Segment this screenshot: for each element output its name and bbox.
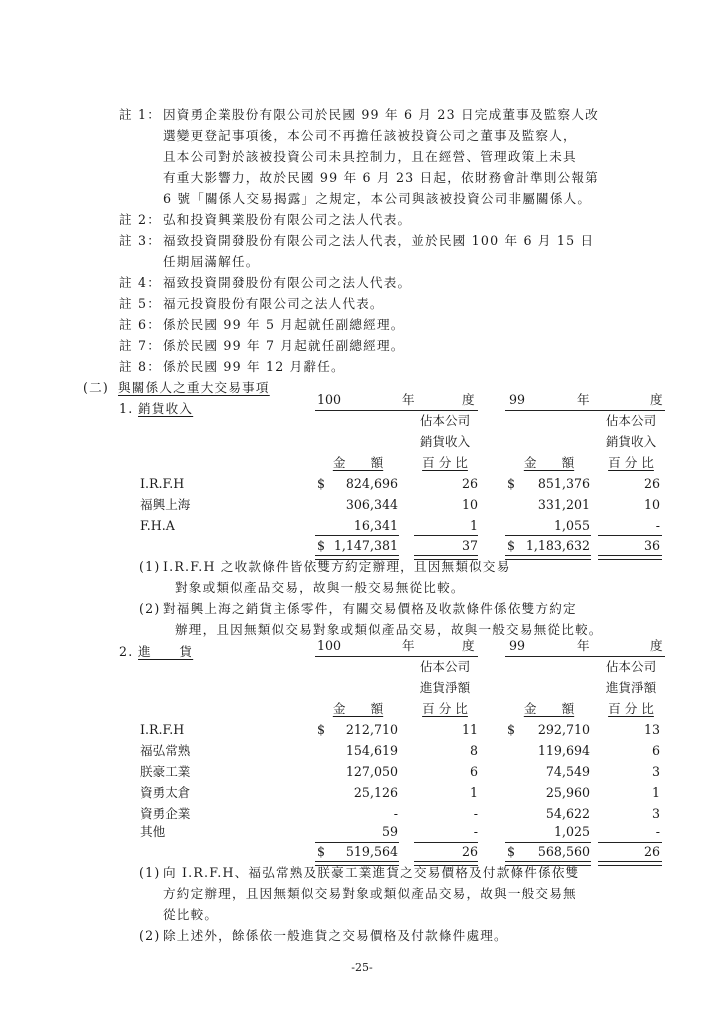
section-prefix: (二): [83, 380, 110, 395]
percent: 6: [469, 764, 478, 779]
percent: -: [655, 824, 660, 839]
year-label: 度: [650, 638, 663, 653]
note-text: 6 號「關係人交易揭露」之規定，本公司與該被投資公司非屬關係人。: [163, 191, 592, 206]
row-name: 福弘常熟: [140, 743, 191, 758]
note-text: 辦理，且因無類似交易對象或類似產品交易，故與一般交易無從比較。: [175, 622, 603, 637]
note-text: 係於民國 99 年 5 月起就任副總經理。: [163, 317, 405, 332]
percent: 6: [651, 743, 660, 758]
amount: 25,126: [353, 785, 398, 800]
amount: 851,376: [537, 476, 590, 491]
note-label: (2): [139, 928, 161, 943]
amount: -: [393, 806, 398, 821]
amount: 292,710: [537, 722, 590, 737]
percent: 26: [643, 476, 660, 491]
note-text: 對福興上海之銷貨主係零件，有關交易價格及收款條件係依雙方約定: [163, 601, 577, 616]
note-label: 註 2：: [119, 212, 162, 227]
subtotal-rule: [315, 535, 399, 536]
subtotal-rule: [505, 842, 591, 843]
column-header: 百 分 比: [422, 455, 468, 470]
amount: 25,960: [545, 785, 590, 800]
column-header: 佔本公司: [419, 413, 471, 428]
subtotal-rule: [414, 842, 478, 843]
subtotal-rule: [505, 535, 591, 536]
row-name: I.R.F.H: [140, 476, 185, 491]
section-title: 與關係人之重大交易事項: [118, 380, 270, 395]
note-label: 註 7：: [119, 338, 162, 353]
column-header: 佔本公司: [605, 659, 657, 674]
total-amount: 1,147,381: [333, 538, 398, 553]
currency: $: [507, 538, 516, 553]
note-label: (2): [139, 601, 161, 616]
sales-heading: 銷貨收入: [138, 401, 194, 416]
note-text: 除上述外，餘係依一般進貨之交易價格及付款條件處理。: [163, 928, 508, 943]
total-double-rule: [598, 861, 662, 866]
year-label: 度: [462, 392, 475, 407]
currency: $: [507, 476, 516, 491]
percent: 1: [469, 518, 478, 533]
total-amount: 1,183,632: [525, 538, 590, 553]
note-label: 註 6：: [119, 317, 162, 332]
total-percent: 26: [643, 844, 660, 859]
row-name: I.R.F.H: [140, 722, 185, 737]
column-header: 百 分 比: [608, 455, 654, 470]
currency: $: [317, 476, 326, 491]
column-header: 銷貨收入: [419, 434, 471, 449]
year-label: 度: [650, 392, 663, 407]
column-header: 金 額: [523, 455, 575, 470]
amount: 54,622: [545, 806, 590, 821]
year-label: 年: [577, 638, 590, 653]
purchases-heading-number: 2.: [119, 644, 134, 659]
row-name: F.H.A: [140, 518, 175, 533]
percent: -: [473, 806, 478, 821]
year-label: 年: [402, 392, 415, 407]
page-number: -25-: [351, 961, 373, 974]
amount: 1,025: [553, 824, 590, 839]
percent: 3: [651, 806, 660, 821]
percent: 3: [651, 764, 660, 779]
note-text: 係於民國 99 年 7 月起就任副總經理。: [163, 338, 405, 353]
amount: 59: [381, 824, 398, 839]
note-text: 任期屆滿解任。: [163, 254, 260, 269]
note-text: I.R.F.H 之收款條件皆依雙方約定辦理，且因無類似交易: [163, 559, 511, 574]
note-text: 福致投資開發股份有限公司之法人代表。: [163, 275, 412, 290]
note-text: 福元投資股份有限公司之法人代表。: [163, 296, 384, 311]
total-amount: 568,560: [537, 844, 590, 859]
total-percent: 36: [643, 538, 660, 553]
note-text: 對象或類似產品交易，故與一般交易無從比較。: [175, 580, 465, 595]
row-name: 朕豪工業: [140, 764, 191, 779]
amount: 154,619: [345, 743, 398, 758]
currency: $: [317, 844, 326, 859]
total-percent: 26: [461, 844, 478, 859]
subtotal-rule: [598, 535, 662, 536]
note-text: 從比較。: [163, 907, 219, 922]
column-header: 金 額: [523, 701, 575, 716]
year-label: 年: [402, 638, 415, 653]
column-header: 佔本公司: [605, 413, 657, 428]
note-text: 福致投資開發股份有限公司之法人代表，並於民國 100 年 6 月 15 日: [163, 233, 595, 248]
total-double-rule: [598, 555, 662, 560]
amount: 1,055: [553, 518, 590, 533]
note-text: 弘和投資興業股份有限公司之法人代表。: [163, 212, 412, 227]
subtotal-rule: [414, 535, 478, 536]
percent: -: [655, 518, 660, 533]
year-label: 度: [462, 638, 475, 653]
note-text: 係於民國 99 年 12 月辭任。: [163, 359, 345, 374]
note-text: 方約定辦理，且因無類似交易對象或類似產品交易，故與一般交易無: [163, 886, 577, 901]
note-label: (1): [139, 559, 161, 574]
note-text: 向 I.R.F.H、福弘常熟及朕豪工業進貨之交易價格及付款條件係依雙: [163, 865, 580, 880]
year-label: 99: [509, 638, 526, 653]
row-name: 其他: [140, 824, 166, 839]
amount: 74,549: [545, 764, 590, 779]
note-text: 因資勇企業股份有限公司於民國 99 年 6 月 23 日完成董事及監察人改: [163, 107, 599, 122]
purchases-heading: 進 貨: [138, 644, 194, 659]
amount: 119,694: [537, 743, 590, 758]
row-name: 資勇太倉: [140, 785, 191, 800]
column-header: 金 額: [332, 701, 384, 716]
note-label: 註 3：: [119, 233, 162, 248]
sales-heading-number: 1.: [119, 401, 134, 416]
percent: 13: [643, 722, 660, 737]
year-label: 99: [509, 392, 526, 407]
note-text: 有重大影響力，故於民國 99 年 6 月 23 日起，依財務會計準則公報第: [163, 170, 599, 185]
percent: 26: [461, 476, 478, 491]
year-label: 100: [317, 638, 342, 653]
note-text: 且本公司對於該被投資公司未具控制力，且在經營、管理政策上未具: [163, 149, 577, 164]
amount: 824,696: [345, 476, 398, 491]
year-label: 100: [317, 392, 342, 407]
amount: 306,344: [345, 497, 398, 512]
subtotal-rule: [315, 842, 399, 843]
note-label: (1): [139, 865, 161, 880]
column-header: 進貨淨額: [419, 680, 471, 695]
column-header: 金 額: [332, 455, 384, 470]
amount: 331,201: [537, 497, 590, 512]
percent: 8: [469, 743, 478, 758]
note-label: 註 4：: [119, 275, 162, 290]
note-text: 選變更登記事項後，本公司不再擔任該被投資公司之董事及監察人，: [163, 128, 577, 143]
note-label: 註 1：: [119, 107, 162, 122]
column-header: 進貨淨額: [605, 680, 657, 695]
column-header: 百 分 比: [608, 701, 654, 716]
currency: $: [507, 844, 516, 859]
amount: 127,050: [345, 764, 398, 779]
total-percent: 37: [461, 538, 478, 553]
year-underline: [315, 410, 478, 411]
column-header: 銷貨收入: [605, 434, 657, 449]
row-name: 福興上海: [140, 497, 191, 512]
currency: $: [507, 722, 516, 737]
column-header: 百 分 比: [422, 701, 468, 716]
currency: $: [317, 538, 326, 553]
subtotal-rule: [598, 842, 662, 843]
year-underline: [505, 656, 665, 657]
total-double-rule: [505, 555, 591, 560]
total-amount: 519,564: [345, 844, 398, 859]
amount: 16,341: [353, 518, 398, 533]
year-underline: [315, 656, 478, 657]
note-label: 註 8：: [119, 359, 162, 374]
year-underline: [505, 410, 665, 411]
amount: 212,710: [345, 722, 398, 737]
note-label: 註 5：: [119, 296, 162, 311]
row-name: 資勇企業: [140, 806, 191, 821]
percent: 11: [461, 722, 478, 737]
column-header: 佔本公司: [419, 659, 471, 674]
percent: -: [473, 824, 478, 839]
percent: 10: [643, 497, 660, 512]
percent: 10: [461, 497, 478, 512]
year-label: 年: [577, 392, 590, 407]
currency: $: [317, 722, 326, 737]
percent: 1: [651, 785, 660, 800]
percent: 1: [469, 785, 478, 800]
